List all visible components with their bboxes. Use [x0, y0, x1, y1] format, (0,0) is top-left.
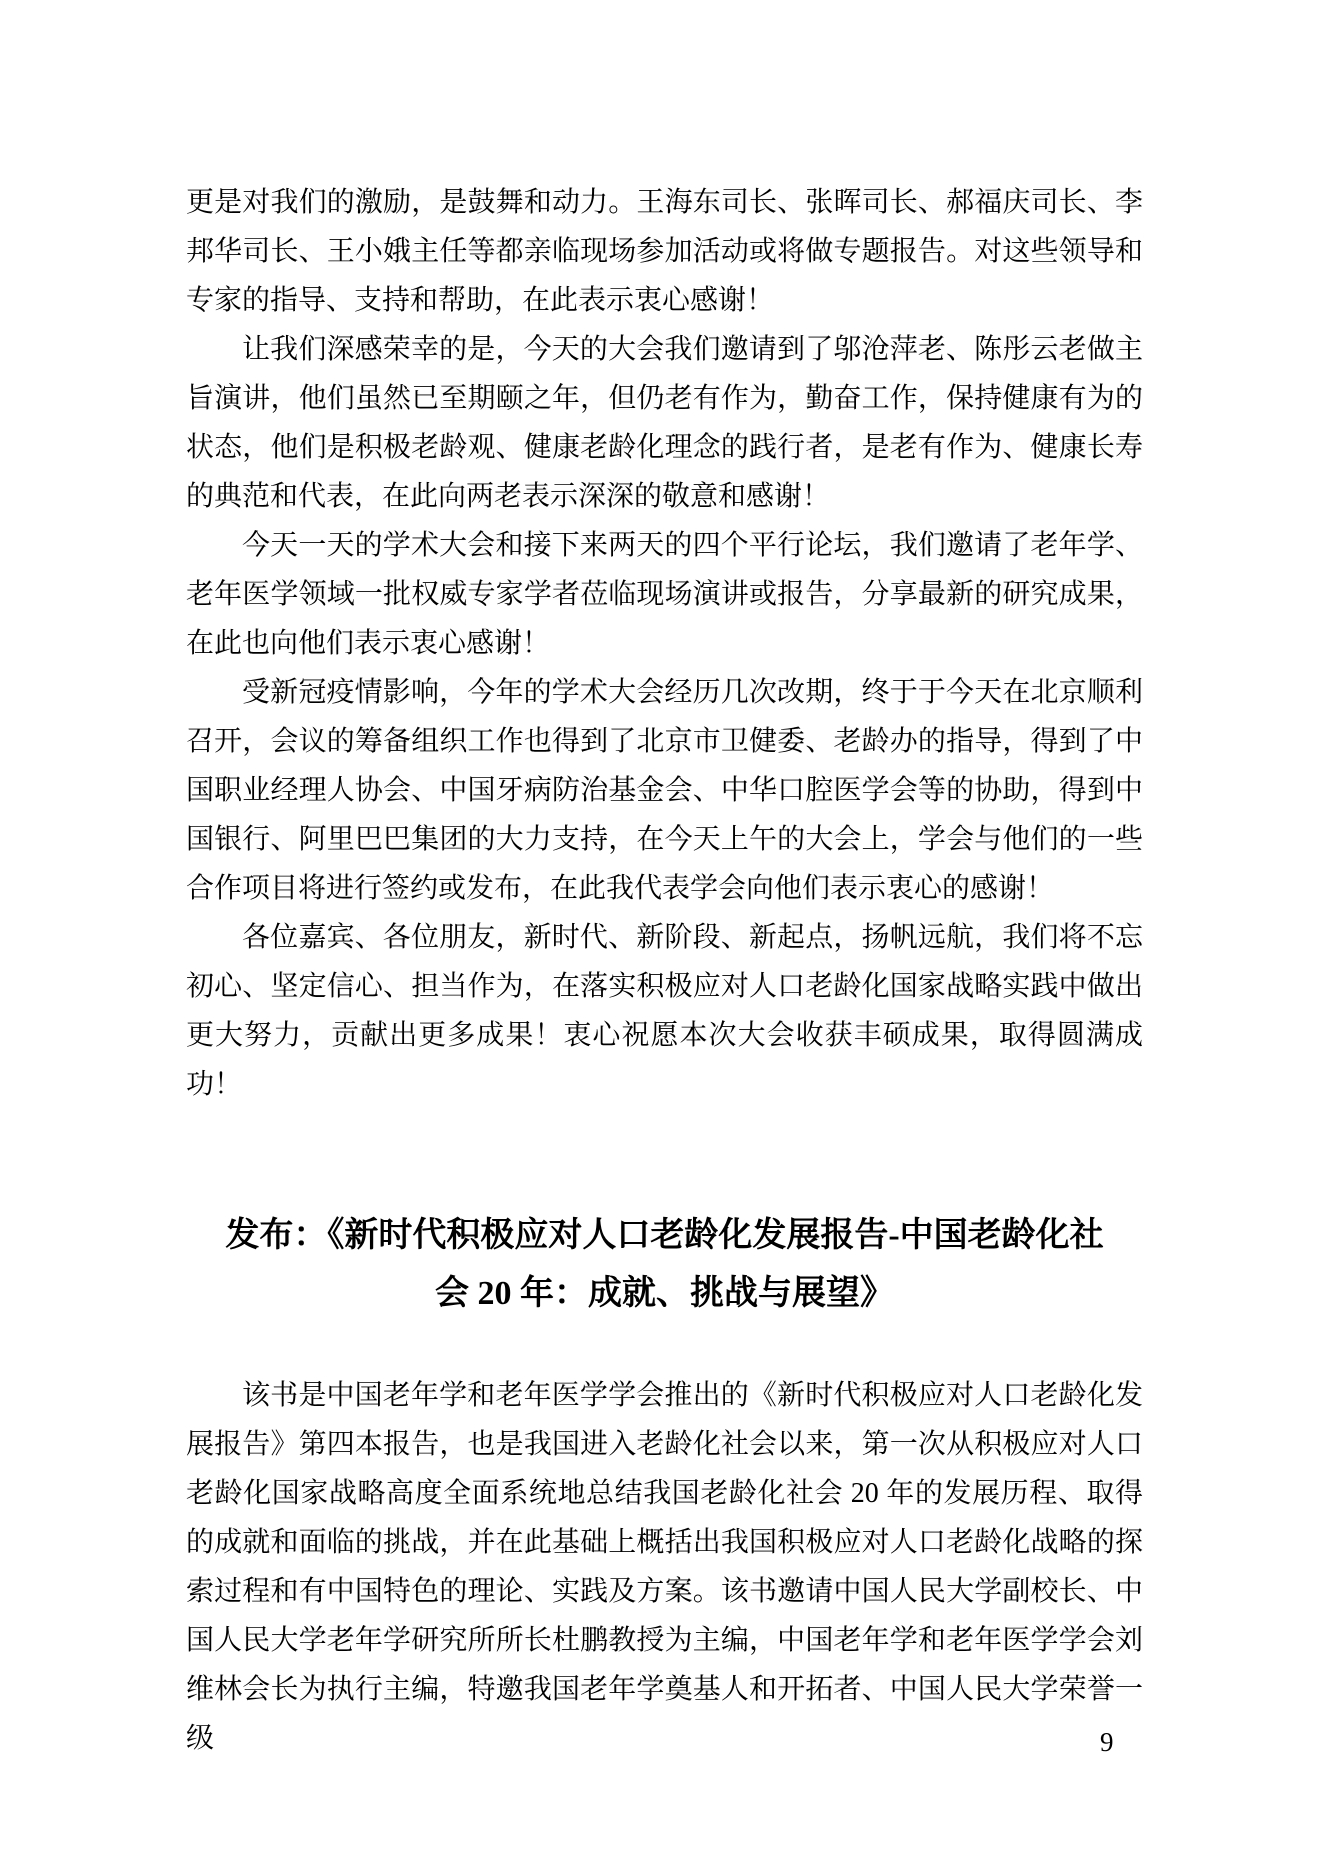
section-heading-line-1: 发布：《新时代积极应对人口老龄化发展报告-中国老龄化社 [225, 1217, 1104, 1254]
section-heading [186, 1207, 1143, 1323]
paragraph-2: 让我们深感荣幸的是，今天的大会我们邀请到了邬沧萍老、陈彤云老做主旨演讲，他们虽然已至期颐之年，但仍老有作为，勤奋工作，保持健康有为的状态，他们是积极老龄观、健康老龄化理念的践行者，是老有作为、健康长寿的典范和代表，在此向两老表示深深的敬意和感谢！ [186, 334, 1143, 512]
paragraph-3: 今天一天的学术大会和接下来两天的四个平行论坛，我们邀请了老年学、老年医学领域一批权威专家学者莅临现场演讲或报告，分享最新的研究成果，在此也向他们表示衷心感谢！ [186, 530, 1143, 659]
page-number: 9 [1100, 1727, 1114, 1757]
document-body [186, 178, 1143, 1763]
section-heading-line-2: 会 20 年：成就、挑战与展望》 [435, 1275, 894, 1312]
paragraph-6: 该书是中国老年学和老年医学学会推出的《新时代积极应对人口老龄化发展报告》第四本报告，也是我国进入老龄化社会以来，第一次从积极应对人口老龄化国家战略高度全面系统地总结我国老龄化社会 20 年的发展历程、取得的成就和面临的挑战，并在此基础上概括出我国积极应对人口老龄化战略的探索过程和有中国特色的理论、实践及方案。该书邀请中国人民大学副校长、中国人民大学老年学研究所所长杜鹏教授为主编，中国老年学和老年医学学会刘维林会长为执行主编，特邀我国老年学奠基人和开拓者、中国人民大学荣誉一级 [186, 1380, 1143, 1754]
paragraph-5: 各位嘉宾、各位朋友，新时代、新阶段、新起点，扬帆远航，我们将不忘初心、坚定信心、担当作为，在落实积极应对人口老龄化国家战略实践中做出更大努力，贡献出更多成果！衷心祝愿本次大会收获丰硕成果，取得圆满成功！ [186, 922, 1143, 1100]
paragraph-4: 受新冠疫情影响，今年的学术大会经历几次改期，终于于今天在北京顺利召开，会议的筹备组织工作也得到了北京市卫健委、老龄办的指导，得到了中国职业经理人协会、中国牙病防治基金会、中华口腔医学会等的协助，得到中国银行、阿里巴巴集团的大力支持，在今天上午的大会上，学会与他们的一些合作项目将进行签约或发布，在此我代表学会向他们表示衷心的感谢！ [186, 677, 1143, 904]
paragraph-1: 更是对我们的激励，是鼓舞和动力。王海东司长、张晖司长、郝福庆司长、李邦华司长、王小娥主任等都亲临现场参加活动或将做专题报告。对这些领导和专家的指导、支持和帮助，在此表示衷心感谢！ [186, 187, 1143, 316]
